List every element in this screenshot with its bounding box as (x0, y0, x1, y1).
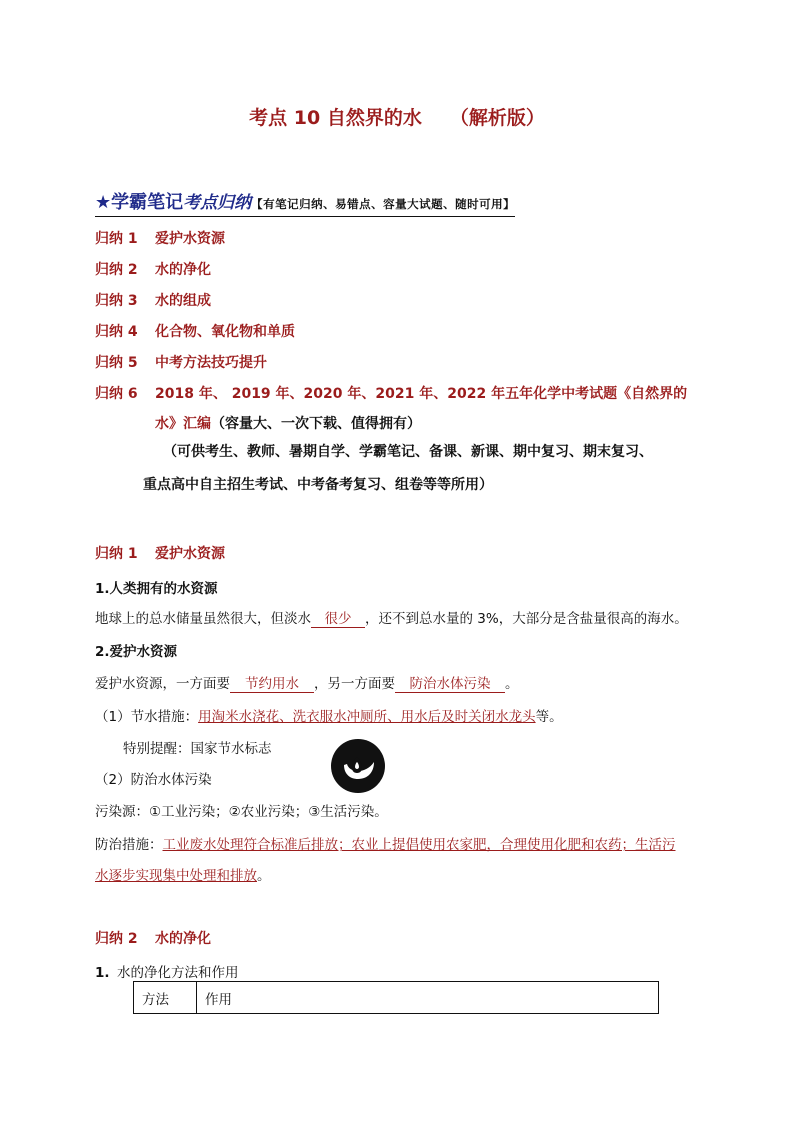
text: 。 (257, 868, 271, 884)
toc-item[interactable] (95, 383, 687, 403)
toc-text: 中考方法技巧提升 (155, 355, 267, 371)
toc6-red: 水》汇编 (155, 416, 211, 432)
toc-text: 爱护水资源 (155, 231, 225, 247)
section-key: 归纳 1 (95, 546, 138, 562)
paragraph (95, 864, 271, 884)
banner-tag: 考点归纳 (183, 193, 252, 213)
water-saving-logo-icon (330, 738, 386, 794)
toc6-line4: 重点高中自主招生考试、中考备考复习、组卷等等所用） (143, 477, 493, 493)
toc-text: 水的组成 (155, 293, 211, 309)
toc-item[interactable] (95, 321, 295, 341)
purification-table (133, 981, 659, 1014)
paragraph-label: 1.人类拥有的水资源 (95, 581, 218, 597)
toc-key: 归纳 5 (95, 355, 138, 371)
toc6-black: （容量大、一次下载、值得拥有） (211, 416, 421, 432)
paragraph-label: 2.爱护水资源 (95, 644, 178, 660)
list-number: 1. (95, 965, 110, 981)
paragraph: 污染源：①工业污染；②农业污染；③生活污染。 (95, 804, 388, 820)
section-heading (95, 928, 211, 948)
title-main: 考点 10 自然界的水 (249, 107, 422, 129)
paragraph: 特别提醒：国家节水标志 (123, 741, 272, 757)
toc6-line2 (155, 413, 421, 433)
text: 防治措施： (95, 837, 163, 853)
text: 水的净化方法和作用 (117, 965, 239, 981)
toc-item[interactable] (95, 290, 211, 310)
paragraph (95, 607, 688, 628)
text: （1）节水措施： (95, 709, 199, 725)
toc-key: 归纳 3 (95, 293, 138, 309)
toc-text: 水的净化 (155, 262, 211, 278)
toc-text: 化合物、氧化物和单质 (155, 324, 295, 340)
section-key: 归纳 2 (95, 931, 138, 947)
paragraph (95, 672, 519, 693)
title-suffix: （解析版） (449, 107, 545, 129)
toc-text: 2018 年、 2019 年、2020 年、2021 年、2022 年五年化学中考试题《自然界的 (155, 386, 688, 402)
answer-blank: 很少 (311, 611, 365, 628)
toc-key: 归纳 4 (95, 324, 138, 340)
paragraph (95, 705, 563, 725)
answer-underline: 工业废水处理符合标准后排放；农业上提倡使用农家肥，合理使用化肥和农药；生活污 (162, 837, 676, 853)
section-heading (95, 543, 225, 563)
paragraph: （2）防治水体污染 (95, 772, 212, 788)
text: 爱护水资源，一方面要 (95, 676, 230, 692)
table-header-effect: 作用 (197, 982, 659, 1014)
toc-key: 归纳 2 (95, 262, 138, 278)
toc6-line3: （可供考生、教师、暑期自学、学霸笔记、备课、新课、期中复习、期末复习、 (163, 444, 653, 460)
notes-banner (95, 188, 515, 217)
text: 。 (505, 676, 519, 692)
paragraph (95, 833, 676, 853)
star-icon: ★ (95, 192, 112, 213)
table-header-method: 方法 (134, 982, 197, 1014)
paragraph (95, 961, 239, 981)
text: ，另一方面要 (314, 676, 395, 692)
page-title (0, 103, 794, 130)
table-header-row (134, 982, 659, 1014)
toc-item[interactable] (95, 259, 211, 279)
answer-blank: 节约用水 (230, 676, 314, 693)
banner-sub: 【有笔记归纳、易错点、容量大试题、随时可用】 (251, 197, 516, 211)
text: ，还不到总水量的 3%，大部分是含盐量很高的海水。 (365, 611, 688, 627)
toc-item[interactable] (95, 352, 267, 372)
toc-key: 归纳 1 (95, 231, 138, 247)
toc-item[interactable] (95, 228, 225, 248)
banner-main: 学霸笔记 (111, 192, 184, 213)
section-title: 爱护水资源 (155, 546, 225, 562)
answer-underline: 水逐步实现集中处理和排放 (95, 868, 257, 884)
answer-blank: 防治水体污染 (395, 676, 505, 693)
toc-key: 归纳 6 (95, 386, 138, 402)
section-title: 水的净化 (155, 931, 211, 947)
answer-underline: 用淘米水浇花、洗衣服水冲厕所、用水后及时关闭水龙头 (198, 709, 536, 725)
text: 等。 (535, 709, 563, 725)
text: 地球上的总水储量虽然很大，但淡水 (95, 611, 311, 627)
